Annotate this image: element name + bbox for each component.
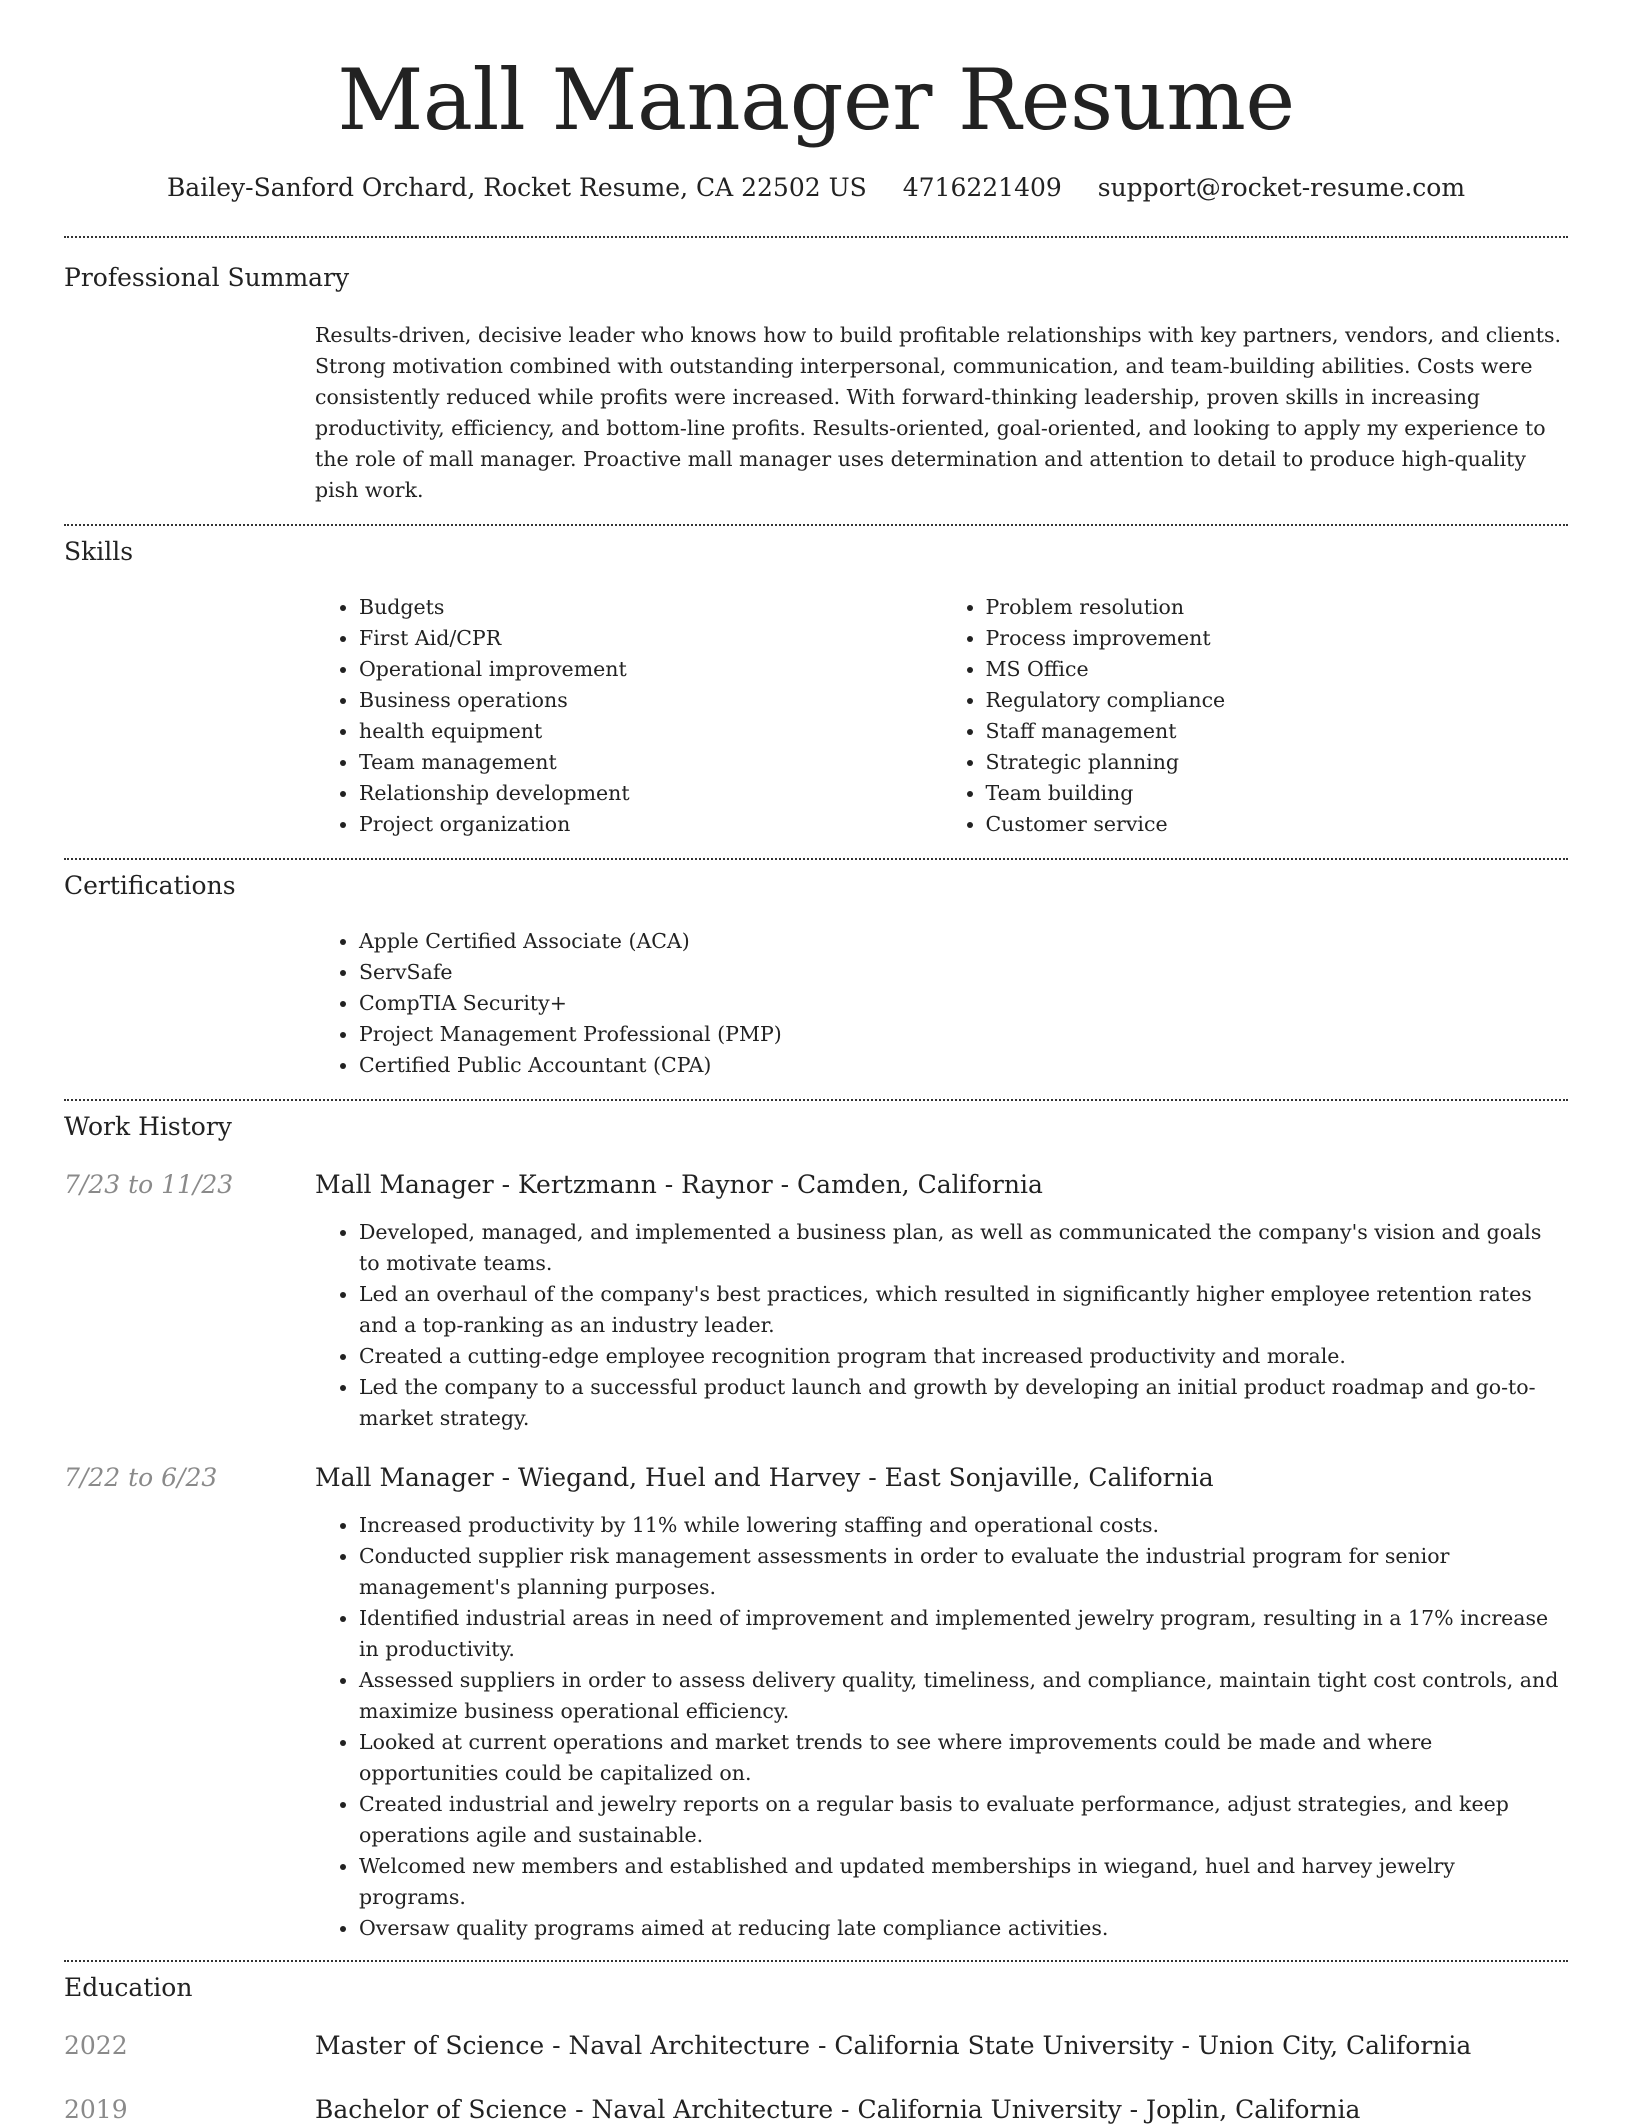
list-item: • Operational improvement [359,654,942,685]
education-degree: Bachelor of Science - Naval Architecture - California University - Joplin, California [315,2095,1361,2124]
section-divider [64,1960,1568,1962]
list-item: • Staff management [986,716,1569,747]
list-item: • Business operations [359,685,942,716]
job-entry [64,1169,1568,1434]
list-item: • Conducted supplier risk management assessments in order to evaluate the industrial program for senior management's planning purposes. [359,1541,1568,1603]
list-item: • Budgets [359,592,942,623]
contact-email: support@rocket-resume.com [1097,173,1466,202]
job-body [315,1462,1568,1944]
skills-list-left [315,592,942,840]
section-heading: Education [64,1973,193,2002]
list-item: • Project Management Professional (PMP) [359,1019,1568,1050]
list-item: • Welcomed new members and established and updated memberships in wiegand, huel and harvey jewelry programs. [359,1851,1568,1913]
header-divider [64,236,1568,238]
education-year: 2019 [64,2095,128,2124]
list-item: • Oversaw quality programs aimed at reducing late compliance activities. [359,1913,1568,1944]
job-entry [64,1462,1568,1944]
list-item: • Problem resolution [986,592,1569,623]
skills-columns [315,592,1568,840]
list-item: • Developed, managed, and implemented a business plan, as well as communicated the company's vision and goals to motivate teams. [359,1217,1568,1279]
list-item: • Certified Public Accountant (CPA) [359,1050,1568,1081]
summary-text: Results-driven, decisive leader who knows how to build profitable relationships with key partners, vendors, and clients. Strong motivation combined with outstanding interpersonal, communication, and team-building abilities. Costs were consistently reduced while profits were increased. With forward-thinking leadership, proven skills in increasing productivity, efficiency, and bottom-line profits. Results-oriented, goal-oriented, and looking to apply my experience to the role of mall manager. Proactive mall manager uses determination and attention to detail to produce high-quality pish work. [315,323,1561,502]
section-heading: Certifications [64,871,236,900]
list-item: • Regulatory compliance [986,685,1569,716]
job-title: Mall Manager - Kertzmann - Raynor - Camden, California [315,1170,1043,1199]
list-item: • Assessed suppliers in order to assess delivery quality, timeliness, and compliance, maintain tight cost controls, and maximize business operational efficiency. [359,1665,1568,1727]
education-degree: Master of Science - Naval Architecture - California State University - Union City, California [315,2031,1472,2060]
list-item: • Looked at current operations and market trends to see where improvements could be made and where opportunities could be capitalized on. [359,1727,1568,1789]
job-dates: 7/22 to 6/23 [64,1463,218,1492]
resume-page [64,0,1568,2126]
education-year: 2022 [64,2031,128,2060]
job-title: Mall Manager - Wiegand, Huel and Harvey - East Sonjaville, California [315,1463,1214,1492]
section-education [64,1972,1568,2126]
education-entry [64,2094,1568,2126]
education-entry [64,2030,1568,2062]
list-item: • health equipment [359,716,942,747]
education-body [315,2030,1568,2062]
list-item: • Led an overhaul of the company's best practices, which resulted in significantly higher employee retention rates and a top-ranking as an industry leader. [359,1279,1568,1341]
list-item: • Led the company to a successful product launch and growth by developing an initial product roadmap and go-to-market strategy. [359,1372,1568,1434]
education-body [315,2094,1568,2126]
list-item: • Identified industrial areas in need of improvement and implemented jewelry program, resulting in a 17% increase in productivity. [359,1603,1568,1665]
list-item: • Process improvement [986,623,1569,654]
certifications-list [315,926,1568,1081]
job-body [315,1169,1568,1434]
list-item: • Created a cutting-edge employee recognition program that increased productivity and morale. [359,1341,1568,1372]
list-item: • Created industrial and jewelry reports on a regular basis to evaluate performance, adjust strategies, and keep operations agile and sustainable. [359,1789,1568,1851]
section-divider [64,524,1568,526]
job-dates: 7/23 to 11/23 [64,1170,234,1199]
list-item: • Increased productivity by 11% while lowering staffing and operational costs. [359,1510,1568,1541]
list-item: • Strategic planning [986,747,1569,778]
section-divider [64,1099,1568,1101]
section-heading: Professional Summary [64,263,350,292]
list-item: • MS Office [986,654,1569,685]
certifications-content [315,926,1568,1081]
section-professional-summary [64,262,1568,506]
list-item: • CompTIA Security+ [359,988,1568,1019]
list-item: • Project organization [359,809,942,840]
job-bullets [315,1510,1568,1944]
list-item: • ServSafe [359,957,1568,988]
list-item: • Team management [359,747,942,778]
section-skills [64,536,1568,840]
contact-phone: 4716221409 [902,173,1062,202]
resume-title: Mall Manager Resume [337,51,1295,149]
list-item: • Team building [986,778,1569,809]
section-heading: Work History [64,1112,232,1141]
section-certifications [64,870,1568,1081]
list-item: • Apple Certified Associate (ACA) [359,926,1568,957]
contact-line [64,172,1568,204]
section-divider [64,858,1568,860]
section-work-history [64,1111,1568,1944]
list-item: • Relationship development [359,778,942,809]
list-item: • First Aid/CPR [359,623,942,654]
contact-address: Bailey-Sanford Orchard, Rocket Resume, CA 22502 US [166,173,867,202]
list-item: • Customer service [986,809,1569,840]
job-bullets [315,1217,1568,1434]
section-heading: Skills [64,537,134,566]
summary-content [315,320,1568,506]
skills-list-right [942,592,1569,840]
